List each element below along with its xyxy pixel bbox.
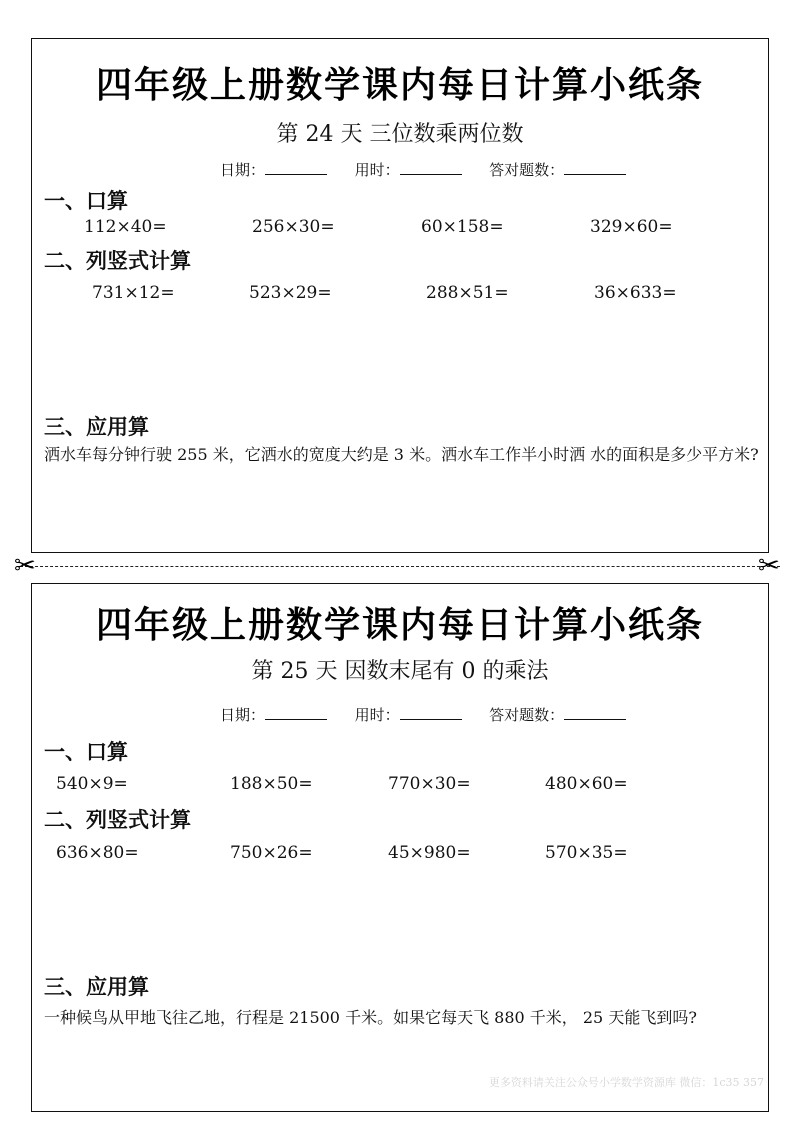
section-word-heading: 三、应用算 — [44, 975, 149, 999]
word-problem-text: 一种候鸟从甲地飞往乙地，行程是 21500 千米。如果它每天飞 880 千米， 25 天能飞到吗? — [44, 1008, 697, 1027]
date-label: 日期： — [220, 706, 266, 724]
section-vertical-heading: 二、列竖式计算 — [44, 249, 191, 273]
card-subtitle: 第 24 天 三位数乘两位数 — [276, 122, 524, 147]
oral-problem: 329×60= — [590, 217, 673, 237]
oral-problem: 540×9= — [56, 774, 128, 794]
vertical-problem: 731×12= — [92, 283, 175, 303]
vertical-problem: 523×29= — [249, 283, 332, 303]
vertical-problem: 288×51= — [426, 283, 509, 303]
practice-card-day-25 — [31, 583, 769, 1112]
vertical-problem: 636×80= — [56, 843, 139, 863]
section-oral-heading: 一、口算 — [44, 740, 128, 764]
oral-problem: 112×40= — [84, 217, 167, 237]
oral-problem: 60×158= — [421, 217, 504, 237]
info-row — [220, 704, 626, 725]
date-label: 日期： — [220, 161, 266, 179]
section-oral-heading: 一、口算 — [44, 189, 128, 213]
cut-line — [20, 566, 780, 567]
practice-card-day-24 — [31, 38, 769, 553]
scissors-icon: ✂ — [758, 551, 780, 581]
oral-problem: 480×60= — [545, 774, 628, 794]
oral-problem: 770×30= — [388, 774, 471, 794]
time-label: 用时： — [354, 161, 400, 179]
oral-problem: 188×50= — [230, 774, 313, 794]
card-subtitle: 第 25 天 因数末尾有 0 的乘法 — [251, 659, 549, 684]
oral-problem: 256×30= — [252, 217, 335, 237]
correct-count-label: 答对题数： — [489, 161, 565, 179]
time-blank[interactable] — [400, 705, 462, 720]
watermark: 更多资料请关注公众号小学数学资源库 微信：1c35 357 — [488, 1076, 764, 1089]
word-problem-text: 洒水车每分钟行驶 255 米，它洒水的宽度大约是 3 米。洒水车工作半小时洒 水的面积是多少平方米? — [44, 445, 759, 464]
correct-count-label: 答对题数： — [489, 706, 565, 724]
scissors-icon: ✂ — [14, 551, 36, 581]
date-blank[interactable] — [265, 160, 327, 175]
card-title: 四年级上册数学课内每日计算小纸条 — [95, 65, 704, 106]
correct-count-blank[interactable] — [564, 160, 626, 175]
vertical-problem: 750×26= — [230, 843, 313, 863]
info-row — [220, 159, 626, 180]
time-label: 用时： — [354, 706, 400, 724]
time-blank[interactable] — [400, 160, 462, 175]
vertical-problem: 36×633= — [594, 283, 677, 303]
correct-count-blank[interactable] — [564, 705, 626, 720]
section-word-heading: 三、应用算 — [44, 415, 149, 439]
date-blank[interactable] — [265, 705, 327, 720]
vertical-problem: 570×35= — [545, 843, 628, 863]
section-vertical-heading: 二、列竖式计算 — [44, 808, 191, 832]
card-title: 四年级上册数学课内每日计算小纸条 — [95, 605, 704, 646]
vertical-problem: 45×980= — [388, 843, 471, 863]
